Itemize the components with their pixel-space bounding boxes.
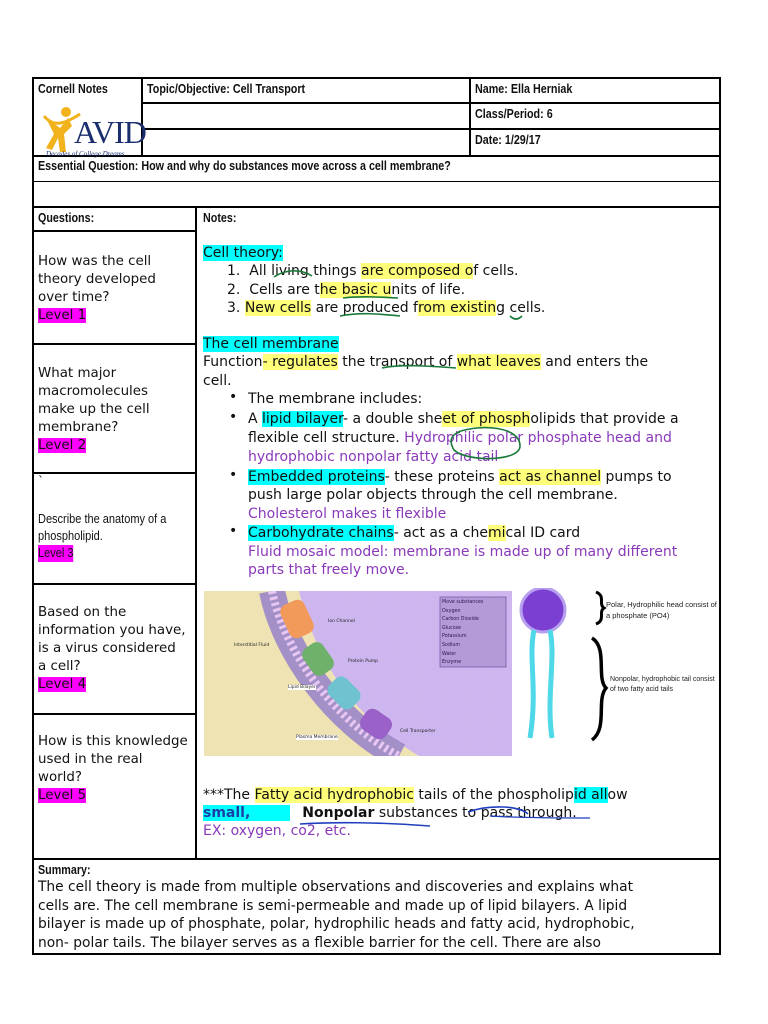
function-line: Function- regulates the transport of what leaves and enters the [203, 354, 649, 370]
question-text: Describe the anatomy of a phospholipid. [38, 512, 167, 543]
carbohydrate-line: Carbohydrate chains- act as a chemical ID card [248, 525, 581, 541]
example-line: EX: oxygen, co2, etc. [203, 823, 351, 839]
bullet: • [229, 467, 238, 483]
cell-theory-item-3: 3. New cells are produced from existing cells. [227, 300, 546, 316]
diagram-label: Lipid Bilayer [288, 685, 316, 690]
diagram-label: Plasma Membrane [296, 735, 338, 740]
notes-heading: Notes: [203, 211, 237, 225]
questions-heading: Questions: [38, 211, 95, 225]
summary-heading: Summary: [38, 863, 91, 877]
question-text: How was the cell theory developed over time? [38, 254, 156, 305]
lipid-bilayer-line-3: hydrophobic nonpolar fatty acid tail [248, 449, 499, 465]
cell-theory-item-2: 2. Cells are the basic units of life. [227, 282, 466, 298]
stray-mark: ` [38, 474, 44, 488]
fatty-acid-line: ***The Fatty acid hydrophobic tails of the phospholipid allow [203, 787, 628, 803]
cholesterol-line: Cholesterol makes it flexible [248, 506, 447, 522]
level-badge: Level 2 [38, 438, 87, 453]
level-badge: Level 1 [38, 308, 87, 323]
topic-objective: Topic/Objective: Cell Transport [147, 82, 306, 96]
lipid-bilayer-line: A lipid bilayer- a double sheet of phospholipids that provide a [248, 411, 679, 427]
diagram-label: Ion Channel [328, 619, 355, 624]
fluid-mosaic-line-2: parts that freely move. [248, 562, 410, 578]
bullet: • [229, 523, 238, 539]
question-text: How is this knowledge used in the real world? [38, 734, 188, 785]
diagram-label: Interstitial Fluid [234, 643, 270, 648]
function-line-2: cell. [203, 373, 232, 389]
summary-line: non- polar tails. The bilayer serves as a flexible barrier for the cell. There are also [38, 934, 601, 951]
level-badge: Level 3 [38, 546, 74, 560]
question-text: What major macromolecules make up the cell membrane? [38, 366, 150, 435]
class-period: Class/Period: 6 [475, 107, 553, 121]
cornell-notes-label: Cornell Notes [38, 82, 108, 96]
legend-title: Move substances [442, 600, 484, 605]
level-badge: Level 5 [38, 788, 87, 803]
date: Date: 1/29/17 [475, 133, 541, 147]
summary-line: bilayer is made up of phosphate, polar, hydrophilic heads and fatty acid, hydrophobic, [38, 916, 635, 932]
legend-item: Glucose [442, 625, 462, 631]
level-badge: Level 4 [38, 677, 87, 692]
student-name: Name: Ella Herniak [475, 82, 573, 96]
membrane-includes: The membrane includes: [248, 391, 423, 407]
fluid-mosaic-line: Fluid mosaic model: membrane is made up of many different [248, 544, 678, 560]
summary-text [38, 878, 635, 952]
cell-theory-item-1: 1. All living things are composed of cells. [227, 263, 519, 279]
essential-question: Essential Question: How and why do substances move across a cell membrane? [38, 159, 451, 173]
embedded-proteins-line: Embedded proteins- these proteins act as channel pumps to [248, 469, 672, 485]
legend-item: Carbon Dioxide [442, 617, 479, 623]
summary-line: The cell theory is made from multiple observations and discoveries and explains what [38, 879, 634, 895]
legend-item: Water [442, 651, 457, 657]
bullet: • [229, 409, 238, 425]
legend-item: Oxygen [442, 608, 461, 614]
question-text: Based on the information you have, is a virus considered a cell? [38, 605, 186, 674]
avid-tagline: Decades of College Dreams [46, 150, 125, 158]
lipid-bilayer-line-2: flexible cell structure. Hydrophilic polar phosphate head and [248, 430, 672, 446]
diagram-label: Protein Pump [348, 659, 378, 664]
legend-item: Sodium [442, 642, 461, 648]
bullet: • [229, 389, 238, 405]
head-label: Polar, Hydrophilic head consist of a phosphate (PO4) [606, 600, 717, 620]
tail-label: Nonpolar, hydrophobic tail consist of two fatty acid tails [610, 676, 715, 693]
diagram-label: Cell Transporter [400, 729, 436, 734]
fatty-acid-line-2: small, Nonpolar substances to pass through. [203, 805, 577, 821]
legend-item: Potassium [442, 634, 467, 640]
legend-item: Enzyme [442, 660, 462, 666]
cell-theory-title: Cell theory: [203, 245, 283, 261]
avid-logo-text: AVID [74, 114, 146, 150]
embedded-proteins-line-2: push large polar objects through the cell membrane. [248, 487, 618, 503]
cell-membrane-title: The cell membrane [203, 336, 339, 352]
summary-line: cells are. The cell membrane is semi-permeable and made up of lipid bilayers. A lipid [38, 897, 628, 914]
